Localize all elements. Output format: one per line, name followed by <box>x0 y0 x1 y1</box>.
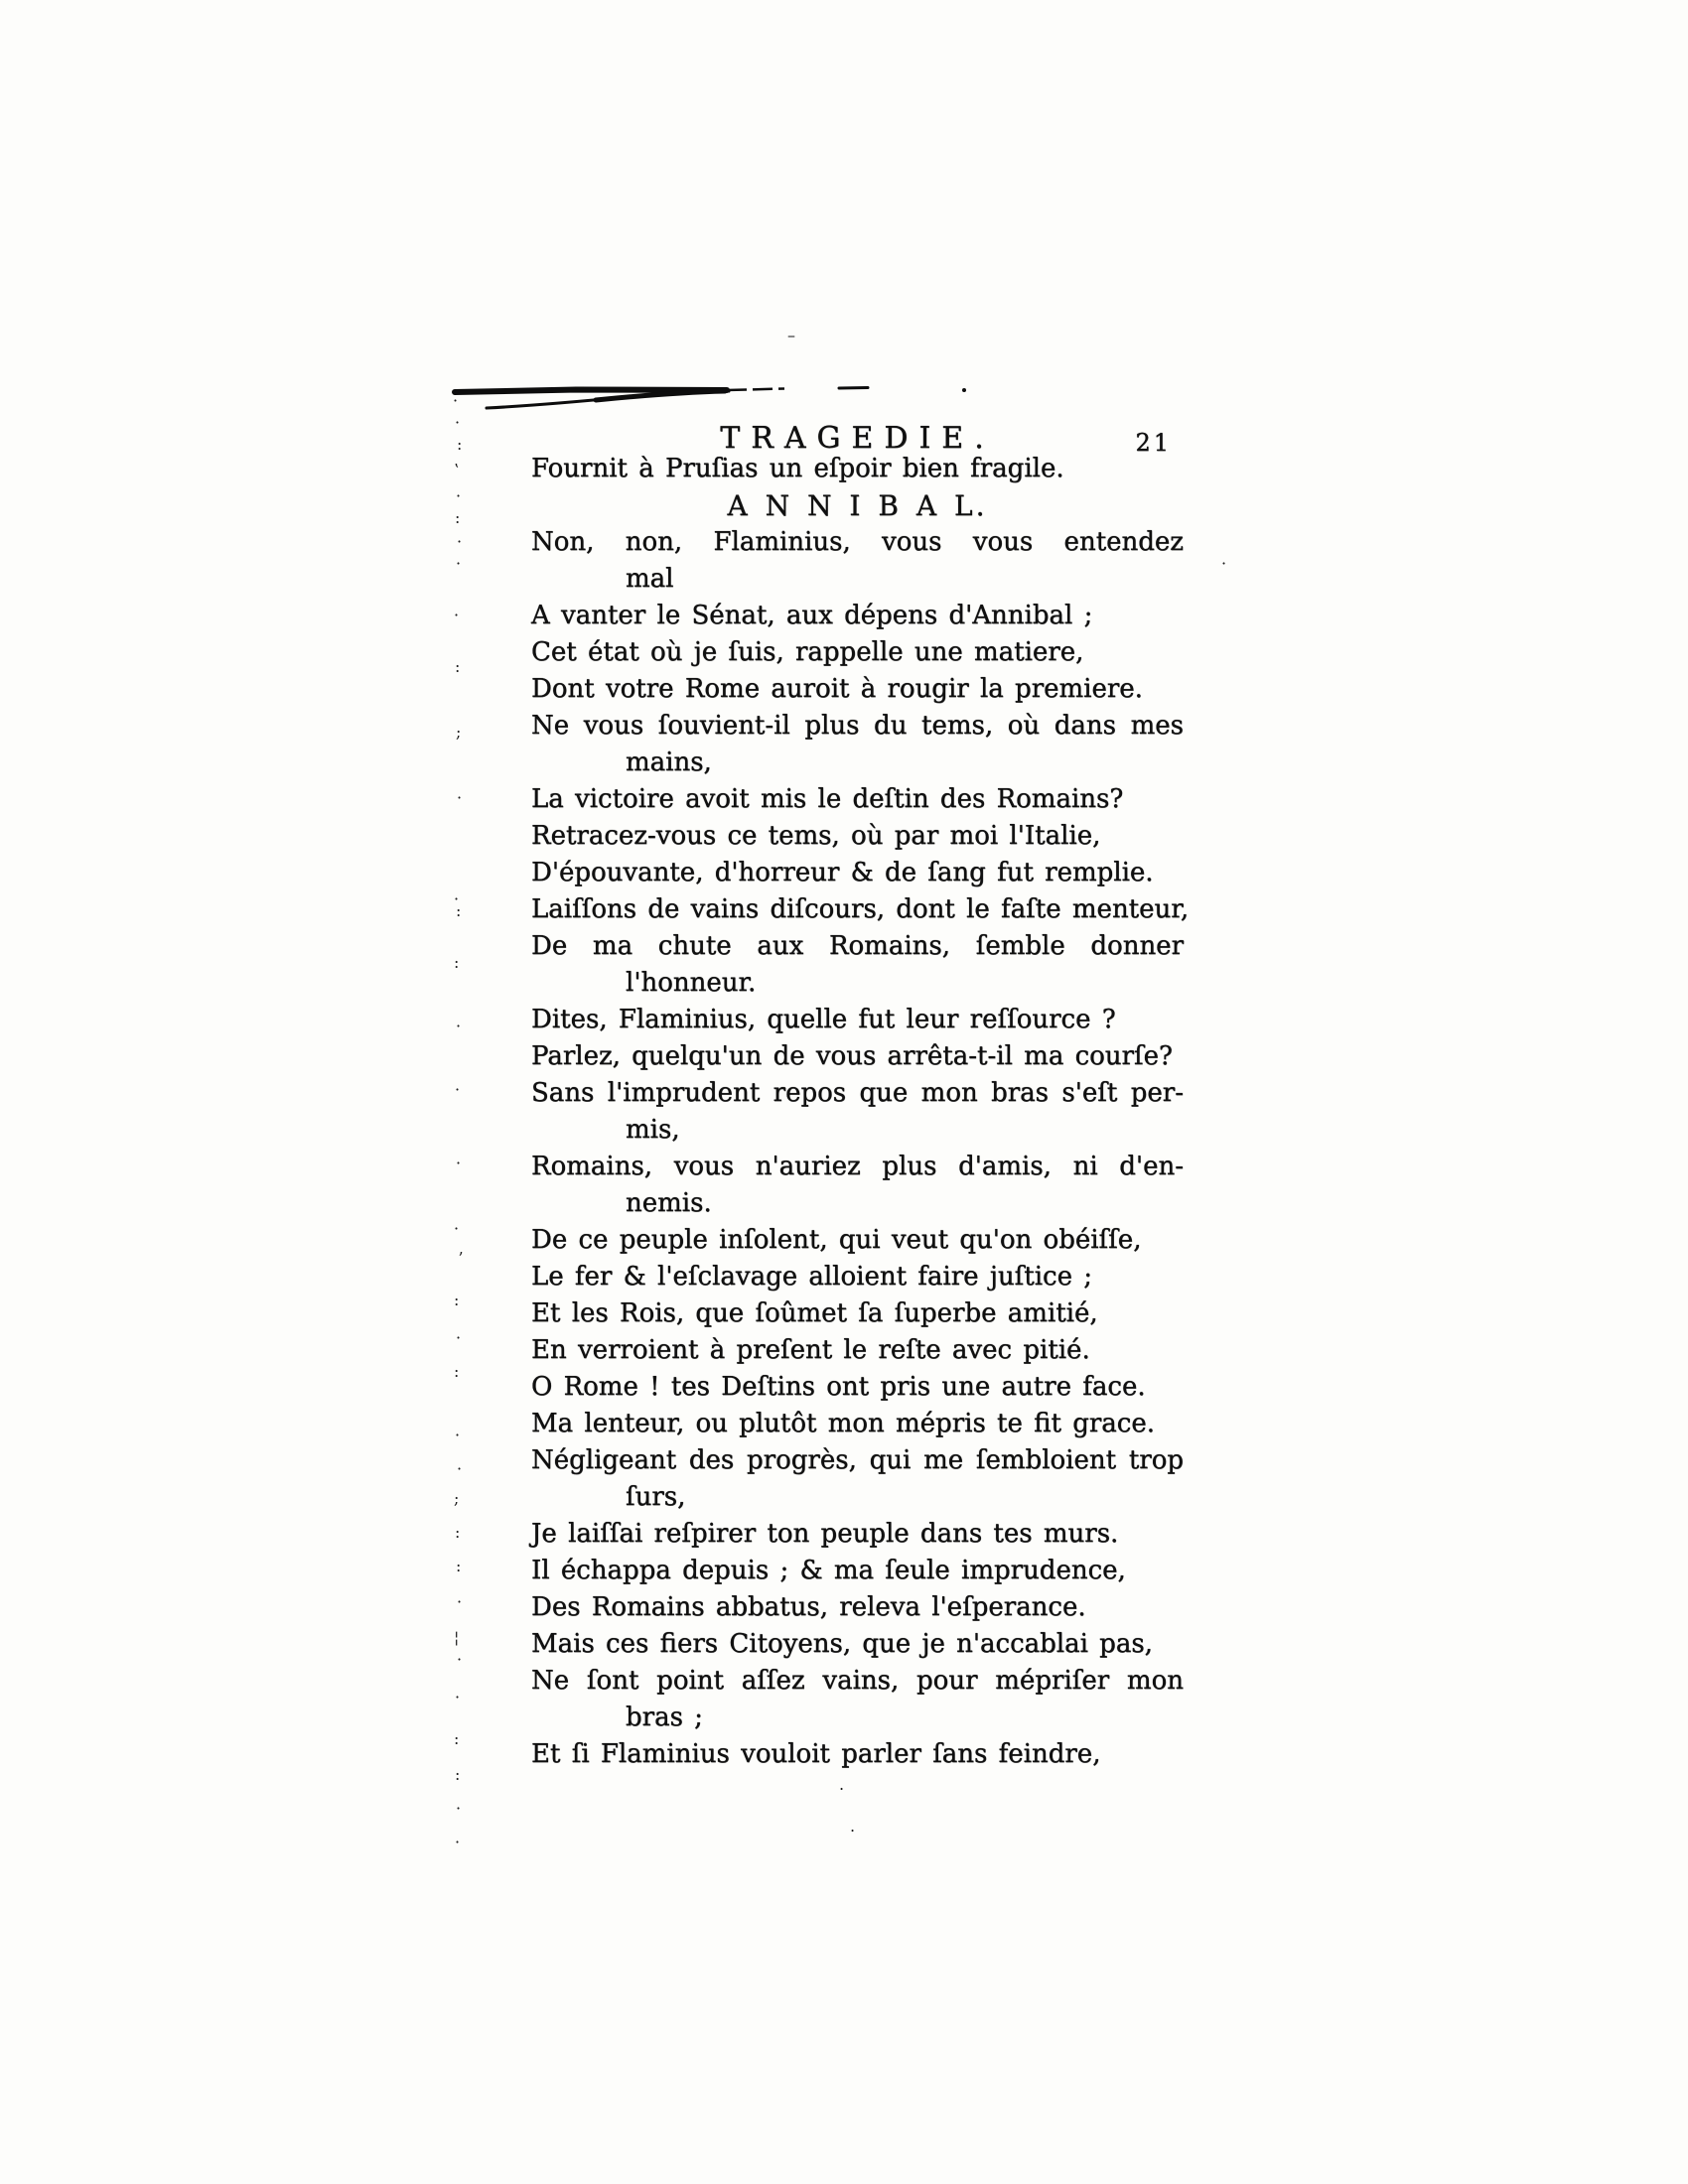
binding-speck: · <box>454 1219 460 1238</box>
binding-speck: : <box>455 1523 461 1542</box>
binding-speck: · <box>456 1799 462 1818</box>
verse-line: Des Romains abbatus, releva l'eſperance. <box>531 1592 1086 1622</box>
binding-speck: · <box>455 1688 461 1706</box>
binding-speck: · <box>455 1833 461 1851</box>
verse-line: Négligeant des progrès, qui me ſembloient trop <box>531 1445 1184 1475</box>
binding-speck: · <box>456 486 462 505</box>
binding-speck: : <box>455 508 461 527</box>
binding-speck: · <box>454 889 460 908</box>
verse-line: Et les Rois, que ſoûmet ſa ſuperbe amitié, <box>531 1298 1098 1328</box>
verse-line: Laiſſons de vains diſcours, dont le faſte menteur, <box>531 894 1190 924</box>
verse-line: Ma lenteur, ou plutôt mon mépris te fit grace. <box>531 1409 1155 1438</box>
verse-line: Romains, vous n'auriez plus d'amis, ni d'en- <box>531 1152 1184 1181</box>
binding-speck: · <box>455 1080 461 1099</box>
wrapped-verse-line: mains, <box>626 748 712 777</box>
binding-speck: . <box>839 1775 845 1794</box>
verse-line: Le fer & l'eſclavage alloient faire juſtice ; <box>531 1262 1092 1292</box>
verse-line: Il échappa depuis ; & ma ſeule imprudence, <box>531 1556 1126 1585</box>
binding-speck: : <box>456 1557 462 1575</box>
binding-speck: . <box>850 1817 856 1836</box>
wrapped-verse-line: ſurs, <box>626 1482 686 1512</box>
verse-line: Je laiſſai reſpirer ton peuple dans tes murs. <box>531 1519 1119 1549</box>
verse-line: Non, non, Flaminius, vous vous entendez <box>531 527 1184 557</box>
binding-speck: ʽ <box>454 461 460 479</box>
binding-speck: : <box>455 1765 461 1784</box>
verse-line: Fournit à Pruſias un eſpoir bien fragile. <box>531 454 1064 483</box>
speaker-line: A N N I B A L. <box>727 489 988 522</box>
wrapped-verse-line: nemis. <box>626 1188 712 1218</box>
verse-line: Ne ſont point aſſez vains, pour mépriſer mon <box>531 1666 1184 1696</box>
verse-line: Parlez, quelqu'un de vous arrêta-t-il ma courſe? <box>531 1041 1173 1071</box>
binding-speck: ; <box>456 723 462 742</box>
verse-line: De ma chute aux Romains, ſemble donner <box>531 931 1184 961</box>
verse-line: A vanter le Sénat, aux dépens d'Annibal ; <box>531 601 1093 630</box>
verse-line: Et ſi Flaminius vouloit parler ſans feindre, <box>531 1739 1101 1769</box>
binding-speck: · <box>456 554 462 573</box>
verse-line: La victoire avoit mis le deſtin des Romains? <box>531 784 1124 814</box>
binding-speck: : <box>455 657 461 676</box>
wrapped-verse-line: mis, <box>626 1115 680 1145</box>
binding-speck: : <box>457 435 463 454</box>
binding-speck: : <box>454 953 460 972</box>
binding-speck: ʼ <box>458 1249 464 1268</box>
binding-speck: · <box>457 1650 463 1669</box>
verse-line: En verroient à preſent le reſte avec pitié. <box>531 1335 1090 1365</box>
binding-speck: · <box>456 1017 462 1035</box>
verse-line: De ce peuple inſolent, qui veut qu'on obéiſſe, <box>531 1225 1142 1255</box>
binding-speck: · <box>457 788 463 807</box>
binding-speck: ¦ <box>454 1628 460 1647</box>
verse-line: Mais ces fiers Citoyens, que je n'accablai pas, <box>531 1629 1153 1659</box>
binding-speck: · <box>456 1328 462 1347</box>
wrapped-verse-line: bras ; <box>626 1703 703 1732</box>
binding-speck: · <box>456 1154 462 1172</box>
binding-speck: · <box>454 606 460 624</box>
verse-line: D'épouvante, d'horreur & de ſang fut remplie. <box>531 858 1154 887</box>
wrapped-verse-line: l'honneur. <box>626 968 757 998</box>
verse-line: Ne vous ſouvient-il plus du tems, où dans mes <box>531 711 1184 741</box>
verse-line: O Rome ! tes Deſtins ont pris une autre face. <box>531 1372 1146 1402</box>
verse-line: Cet état où je ſuis, rappelle une matiere, <box>531 637 1084 667</box>
binding-speck: · <box>1221 554 1227 573</box>
binding-speck: : <box>454 1291 460 1309</box>
binding-speck: · <box>457 1459 463 1478</box>
binding-speck: · <box>455 1426 461 1444</box>
verse-text-block <box>531 451 1190 1773</box>
verse-line: Sans l'imprudent repos que mon bras s'eſt per- <box>531 1078 1184 1108</box>
verse-line: Dites, Flaminius, quelle fut leur reſſource ? <box>531 1005 1116 1034</box>
binding-speck: – <box>787 326 795 344</box>
top-rule-scratch <box>447 375 1003 421</box>
binding-speck: · <box>455 413 461 432</box>
verse-line: Dont votre Rome auroit à rougir la premiere. <box>531 674 1143 704</box>
running-title: TRAGEDIE. <box>720 421 995 456</box>
binding-speck: · <box>457 1592 463 1611</box>
binding-speck: : <box>454 1362 460 1381</box>
wrapped-verse-line: mal <box>626 564 674 594</box>
binding-speck: · <box>457 532 463 551</box>
binding-speck: · <box>453 391 459 410</box>
binding-speck: : <box>456 901 462 920</box>
verse-line: Retracez-vous ce tems, où par moi l'Italie, <box>531 821 1101 851</box>
binding-speck: ; <box>454 1489 460 1508</box>
page-number: 21 <box>1135 429 1172 457</box>
binding-speck: : <box>454 1729 460 1748</box>
